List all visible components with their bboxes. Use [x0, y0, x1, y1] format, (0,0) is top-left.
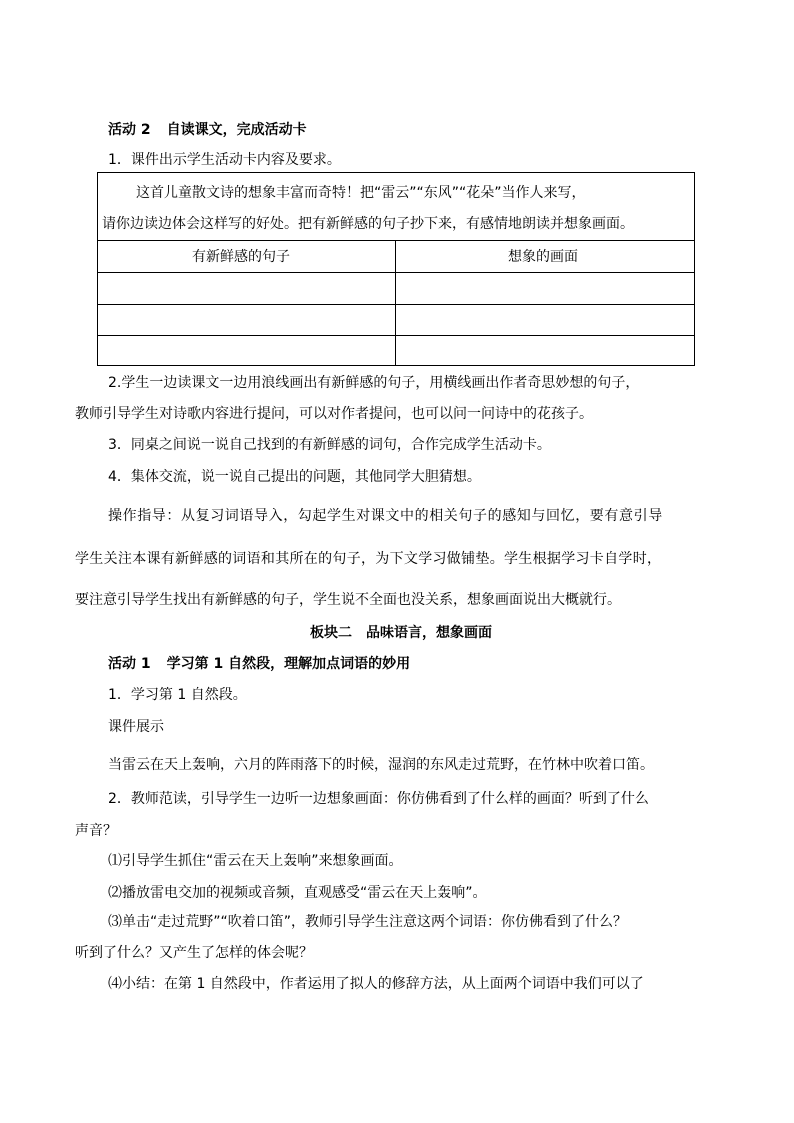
sub-item-2: ⑵播放雷电交加的视频或音频，直观感受“雷云在天上轰响”。	[108, 885, 487, 901]
activity-card-intro	[98, 173, 694, 241]
a1-step2-line1: 2．教师范读，引导学生一边听一边想象画面：你仿佛看到了什么样的画面？听到了什么	[108, 791, 649, 807]
a1-step2-line2: 声音？	[75, 823, 117, 839]
table-divider	[98, 304, 694, 305]
guide-line3: 要注意引导学生找出有新鲜感的句子，学生说不全面也没关系，想象画面说出大概就行。	[75, 592, 621, 608]
table-divider	[98, 335, 694, 336]
guide-line1: 操作指导：从复习词语导入，勾起学生对课文中的相关句子的感知与回忆，要有意引导	[108, 508, 663, 524]
sub-item-1: ⑴引导学生抓住“雷云在天上轰响”来想象画面。	[108, 853, 403, 869]
activity-card-intro-line2: 请你边读边体会这样写的好处。把有新鲜感的句子抄下来，有感情地朗读并想象画面。	[102, 216, 634, 232]
step2-line1: 2.学生一边读课文一边用浪线画出有新鲜感的句子，用横线画出作者奇思妙想的句子，	[108, 375, 640, 391]
activity1-title: 学习第 1 自然段，理解加点词语的妙用	[166, 656, 411, 672]
activity1-label: 活动 1	[108, 656, 151, 672]
quote-text: 当雷云在天上轰响，六月的阵雨落下的时候，湿润的东风走过荒野，在竹林中吹着口笛。	[108, 757, 654, 773]
sub-item-3-line2: 听到了什么？又产生了怎样的体会呢？	[75, 945, 313, 961]
step2-line2: 教师引导学生对诗歌内容进行提问，可以对作者提问，也可以问一问诗中的花孩子。	[75, 406, 593, 422]
table-header-sentence: 有新鲜感的句子	[192, 249, 290, 265]
activity2-label: 活动 2	[108, 122, 151, 138]
a1-step1: 1．学习第 1 自然段。	[108, 687, 247, 703]
table-header-picture: 想象的画面	[508, 249, 578, 265]
table-column-divider	[395, 241, 396, 366]
activity-card-intro-line1: 这首儿童散文诗的想象丰富而奇特！把“雷云”“东风”“花朵”当作人来写，	[136, 185, 586, 201]
courseware-label: 课件展示	[108, 719, 164, 735]
table-divider	[98, 272, 694, 273]
activity-card-table	[97, 172, 695, 366]
section2-title: 板块二 品味语言，想象画面	[310, 625, 492, 641]
step1-text: 1．课件出示学生活动卡内容及要求。	[108, 152, 341, 168]
step3-text: 3．同桌之间说一说自己找到的有新鲜感的词句，合作完成学生活动卡。	[108, 437, 551, 453]
step4-text: 4．集体交流，说一说自己提出的问题，其他同学大胆猜想。	[108, 469, 481, 485]
activity1-heading	[108, 656, 410, 672]
sub-item-4: ⑷小结：在第 1 自然段中，作者运用了拟人的修辞方法，从上面两个词语中我们可以了	[108, 976, 644, 992]
sub-item-3-line1: ⑶单击“走过荒野”“吹着口笛”，教师引导学生注意这两个词语：你仿佛看到了什么？	[108, 914, 628, 930]
guide-line2: 学生关注本课有新鲜感的词语和其所在的句子，为下文学习做铺垫。学生根据学习卡自学时，	[75, 551, 662, 567]
activity2-heading	[108, 122, 307, 138]
activity2-title: 自读课文，完成活动卡	[166, 122, 307, 138]
